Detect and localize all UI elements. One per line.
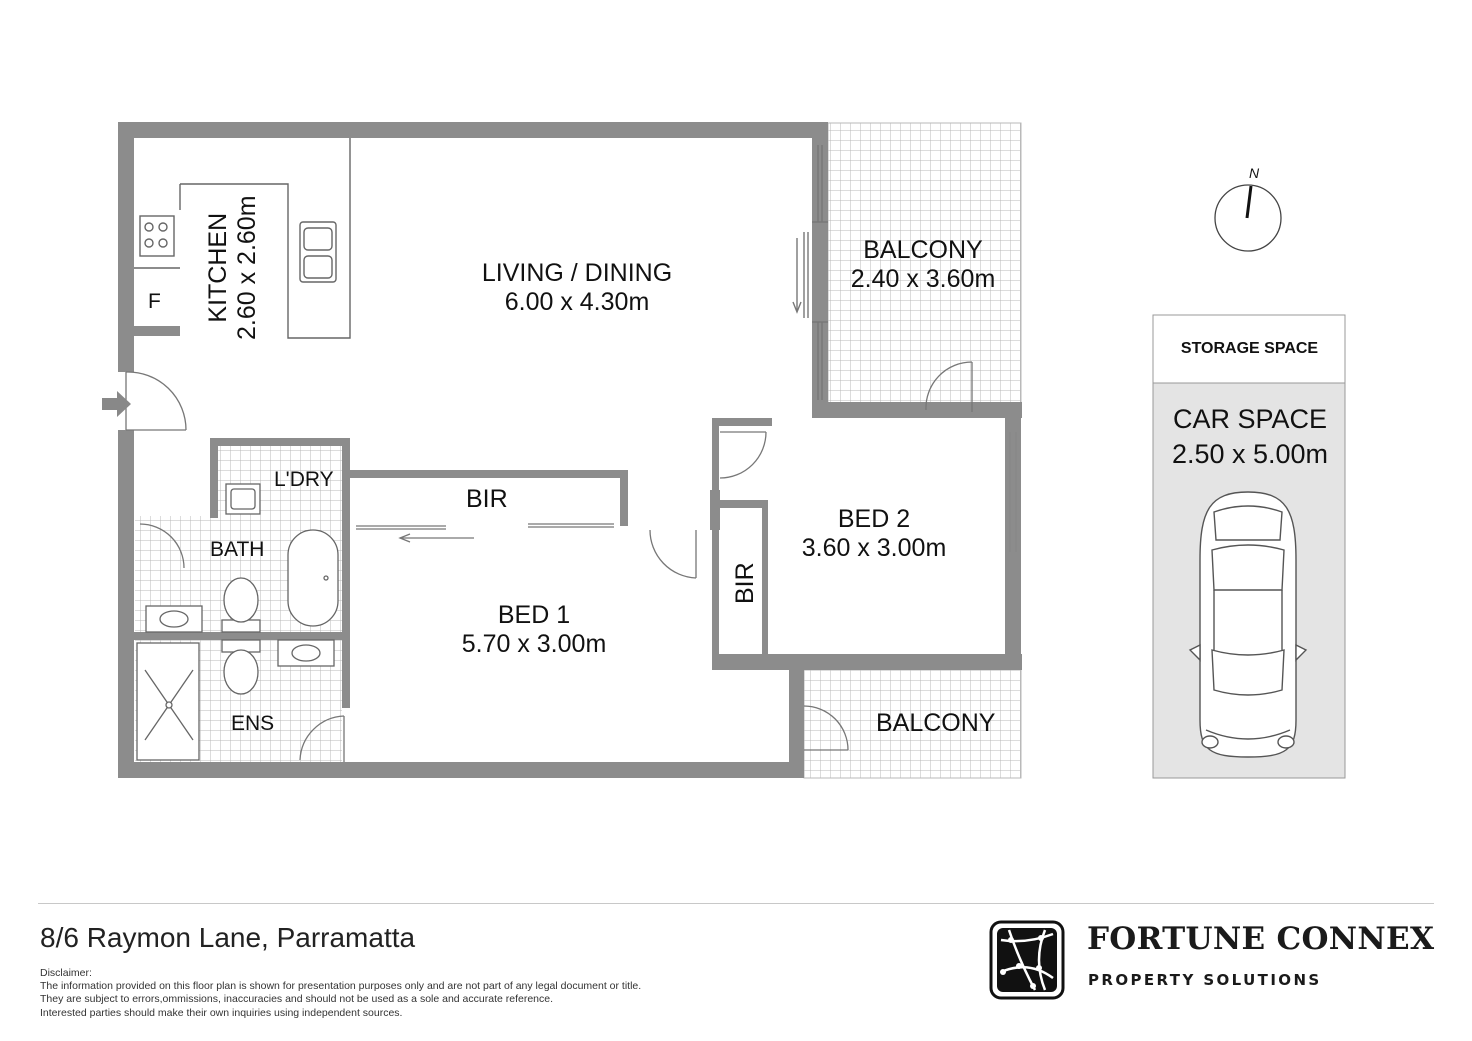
- brand-tagline: PROPERTY SOLUTIONS: [1088, 971, 1322, 989]
- balcony-bottom-label: BALCONY: [876, 709, 996, 737]
- disclaimer-line: Interested parties should make their own inquiries using independent sources.: [40, 1006, 403, 1019]
- compass-icon: [1215, 185, 1281, 251]
- bir-bed2-label: BIR: [731, 562, 759, 604]
- north-label: N: [1249, 165, 1260, 181]
- bir-bed1-label: BIR: [466, 485, 508, 513]
- footer-divider: [38, 903, 1434, 904]
- car-space-label: CAR SPACE 2.50 x 5.00m: [1171, 404, 1329, 469]
- ensuite-label: ENS: [231, 712, 275, 735]
- balcony-top-label: BALCONY 2.40 x 3.60m: [850, 236, 996, 293]
- disclaimer-line: The information provided on this floor plan is shown for presentation purposes only and are not part of any legal document or title.: [40, 980, 642, 993]
- brand-name: FORTUNE CONNEX: [1087, 921, 1435, 957]
- disclaimer: [40, 967, 800, 1020]
- car-icon: [1190, 492, 1306, 757]
- bir-sliding-doors: [356, 524, 614, 542]
- kitchen-label: KITCHEN 2.60 x 2.60m: [204, 195, 261, 340]
- living-dining-label: LIVING / DINING 6.00 x 4.30m: [481, 259, 673, 316]
- bed1-label: BED 1 5.70 x 3.00m: [461, 601, 607, 658]
- laundry-label: L'DRY: [274, 468, 334, 491]
- disclaimer-line: Disclaimer:: [40, 967, 92, 979]
- fridge-label: F: [148, 290, 161, 313]
- storage-space-label: STORAGE SPACE: [1180, 340, 1319, 357]
- property-address: 8/6 Raymon Lane, Parramatta: [40, 922, 416, 953]
- disclaimer-line: They are subject to errors,ommissions, inaccuracies and should not be used as a sole and accurate reference.: [40, 993, 554, 1006]
- brand-logo-icon: [989, 920, 1065, 1000]
- bed2-label: BED 2 3.60 x 3.00m: [801, 505, 947, 562]
- bath-label: BATH: [210, 538, 265, 561]
